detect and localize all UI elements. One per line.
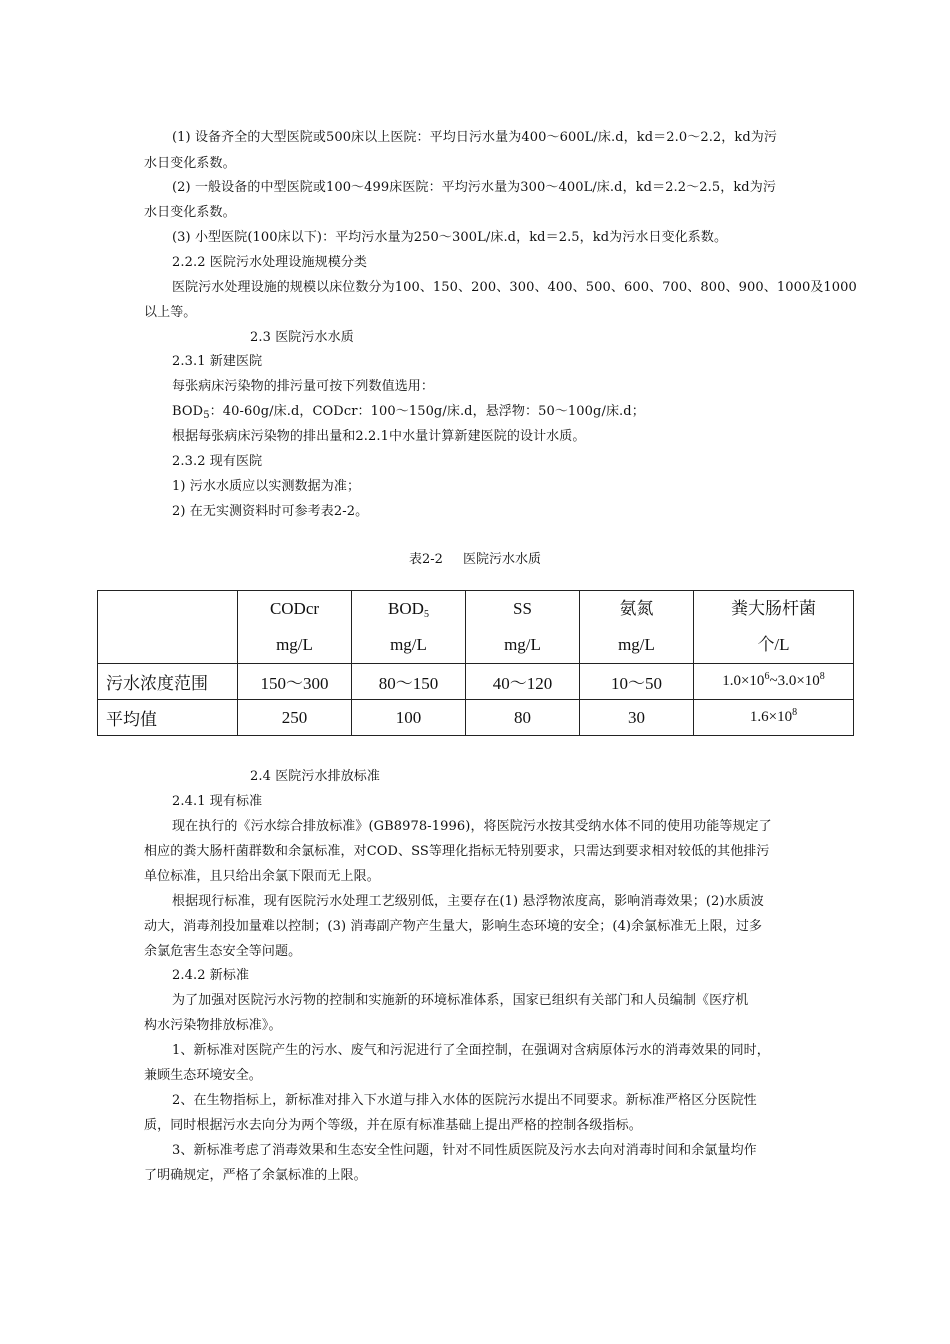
bod-values-line [172, 402, 812, 422]
paragraph-line: 为了加强对医院污水污物的控制和实施新的环境标准体系，国家已组织有关部门和人员编制《医疗机 [172, 993, 749, 1008]
section-heading-2-3-1: 2.3.1 新建医院 [172, 354, 263, 369]
bod-values-text: ：40-60g/床.d，CODcr：100～150g/床.d，悬浮物：50～100g/床.d； [209, 404, 645, 419]
paragraph-line: 以上等。 [144, 305, 197, 320]
table-caption-title: 医院污水水质 [462, 552, 541, 567]
paragraph-line: 水日变化系数。 [144, 156, 236, 171]
table-header-cell: CODcr mg/L [238, 591, 352, 664]
paragraph-line: 2、在生物指标上，新标准对排入下水道与排入水体的医院污水提出不同要求。新标准严格区分医院性 [172, 1093, 757, 1108]
table-row [98, 664, 854, 700]
section-heading-2-3: 2.3 医院污水水质 [250, 330, 354, 345]
paragraph-line: 每张病床污染物的排污量可按下列数值选用： [172, 379, 435, 394]
table-cell: 80～150 [352, 664, 466, 700]
paragraph-line: (1) 设备齐全的大型医院或500床以上医院：平均日污水量为400～600L/床.d，kd＝2.0～2.2，kd为污 [172, 130, 777, 145]
section-heading-2-4-1: 2.4.1 现有标准 [172, 794, 263, 809]
table-header-cell: SS mg/L [466, 591, 580, 664]
paragraph-line: 动大，消毒剂投加量难以控制；(3) 消毒副产物产生量大，影响生态环境的安全；(4)余氯标准无上限，过多 [144, 919, 763, 934]
table-cell: 250 [238, 700, 352, 736]
paragraph-line: 了明确规定，严格了余氯标准的上限。 [144, 1168, 367, 1183]
section-heading-2-3-2: 2.3.2 现有医院 [172, 454, 263, 469]
table-cell: $1.6\times 10^8$ [694, 700, 854, 736]
section-heading-2-4: 2.4 医院污水排放标准 [250, 769, 381, 784]
paragraph-line: 根据现行标准，现有医院污水处理工艺级别低，主要存在(1) 悬浮物浓度高，影响消毒效果；(2)水质波 [172, 894, 764, 909]
table-row [98, 700, 854, 736]
paragraph-line: 相应的粪大肠杆菌群数和余氯标准，对COD、SS等理化指标无特别要求，只需达到要求相对较低的其他排污 [144, 844, 770, 859]
paragraph-line: 现在执行的《污水综合排放标准》(GB8978-1996)，将医院污水按其受纳水体不同的使用功能等规定了 [172, 819, 772, 834]
table-cell: $1.0\times 10^6\sim 3.0\times 10^8$ [694, 664, 854, 700]
paragraph-line: 质，同时根据污水去向分为两个等级，并在原有标准基础上提出严格的控制各级指标。 [144, 1118, 642, 1133]
section-heading-2-4-2: 2.4.2 新标准 [172, 968, 250, 983]
paragraph-line: 根据每张病床污染物的排出量和2.2.1中水量计算新建医院的设计水质。 [172, 429, 586, 444]
bod-subscript: 5 [203, 410, 210, 421]
paragraph-line: 兼顾生态环境安全。 [144, 1068, 262, 1083]
paragraph-line: 单位标准，且只给出余氯下限而无上限。 [144, 869, 380, 884]
table-cell: 150～300 [238, 664, 352, 700]
table-header-cell: 氨氮 mg/L [580, 591, 694, 664]
paragraph-line: 1) 污水水质应以实测数据为准； [172, 479, 361, 494]
table-row-label: 平均值 [98, 700, 238, 736]
table-cell: 30 [580, 700, 694, 736]
table-cell: 80 [466, 700, 580, 736]
paragraph-line: (3) 小型医院(100床以下)：平均污水量为250～300L/床.d，kd＝2.5，kd为污水日变化系数。 [172, 230, 728, 245]
table-header-cell: $BOD_5$ mg/L [352, 591, 466, 664]
table-cell: 100 [352, 700, 466, 736]
bod-label: BOD [172, 404, 204, 419]
table-cell: 10～50 [580, 664, 694, 700]
water-quality-table [97, 590, 854, 736]
paragraph-line: 3、新标准考虑了消毒效果和生态安全性问题，针对不同性质医院及污水去向对消毒时间和余氯量均作 [172, 1143, 757, 1158]
paragraph-line: 水日变化系数。 [144, 205, 236, 220]
paragraph-line: 医院污水处理设施的规模以床位数分为100、150、200、300、400、500、600、700、800、900、1000及1000 [172, 280, 857, 295]
table-cell: 40～120 [466, 664, 580, 700]
paragraph-line: 1、新标准对医院产生的污水、废气和污泥进行了全面控制，在强调对含病原体污水的消毒效果的同时， [172, 1043, 770, 1058]
paragraph-line: 余氯危害生态安全等问题。 [144, 944, 302, 959]
table-corner-cell [98, 591, 238, 664]
table-row-label: 污水浓度范围 [98, 664, 238, 700]
section-heading-2-2-2: 2.2.2 医院污水处理设施规模分类 [172, 255, 368, 270]
table-header-row [98, 591, 854, 664]
table-header-cell: 粪大肠杆菌 个/L [694, 591, 854, 664]
paragraph-line: 构水污染物排放标准》。 [144, 1018, 282, 1033]
paragraph-line: 2) 在无实测资料时可参考表2-2。 [172, 504, 369, 519]
table-caption [0, 548, 950, 567]
paragraph-line: (2) 一般设备的中型医院或100～499床医院：平均污水量为300～400L/床.d，kd＝2.2～2.5，kd为污 [172, 180, 776, 195]
table-caption-number: 表2-2 [409, 552, 443, 567]
